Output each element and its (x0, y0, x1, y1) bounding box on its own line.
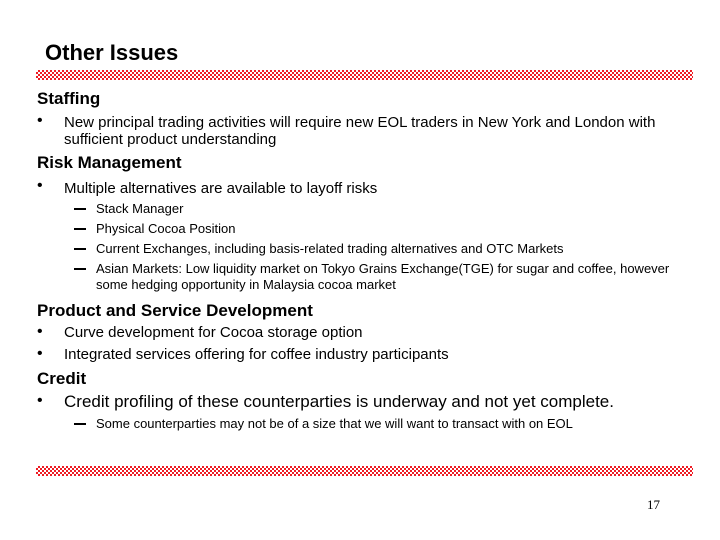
product-bullet-2: Integrated services offering for coffee industry participants (64, 346, 449, 363)
risk-bullet-1: Multiple alternatives are available to layoff risks (64, 180, 378, 197)
bullet-icon: • (37, 345, 43, 362)
dash-icon (74, 248, 86, 250)
page-number: 17 (647, 497, 660, 512)
top-checkered-divider (36, 70, 693, 80)
bottom-checkered-divider (36, 466, 693, 476)
slide-title: Other Issues (45, 40, 179, 65)
section-heading-staffing: Staffing (37, 89, 101, 108)
risk-subbullet-4: Asian Markets: Low liquidity market on Tokyo Grains Exchange(TGE) for sugar and coffee, however some hedging opportunity in Malaysia cocoa market (96, 261, 670, 292)
risk-subbullet-2: Physical Cocoa Position (96, 221, 236, 236)
section-heading-risk-management: Risk Management (37, 153, 182, 172)
section-heading-credit: Credit (37, 369, 87, 388)
product-bullet-1: Curve development for Cocoa storage option (64, 324, 363, 341)
bullet-icon: • (37, 392, 43, 409)
dash-icon (74, 208, 86, 210)
dash-icon (74, 228, 86, 230)
risk-subbullet-3: Current Exchanges, including basis-related trading alternatives and OTC Markets (96, 241, 564, 256)
credit-subbullet-1: Some counterparties may not be of a size that we will want to transact with on EOL (96, 416, 573, 431)
bullet-icon: • (37, 112, 43, 129)
bullet-icon: • (37, 177, 43, 194)
bullet-icon: • (37, 323, 43, 340)
risk-subbullet-1: Stack Manager (96, 201, 184, 216)
dash-icon (74, 268, 86, 270)
credit-bullet-1: Credit profiling of these counterparties is underway and not yet complete. (64, 392, 614, 411)
section-heading-product-service-development: Product and Service Development (37, 301, 313, 320)
dash-icon (74, 423, 86, 425)
staffing-bullet-1: New principal trading activities will require new EOL traders in New York and London with sufficient product understanding (64, 114, 656, 148)
